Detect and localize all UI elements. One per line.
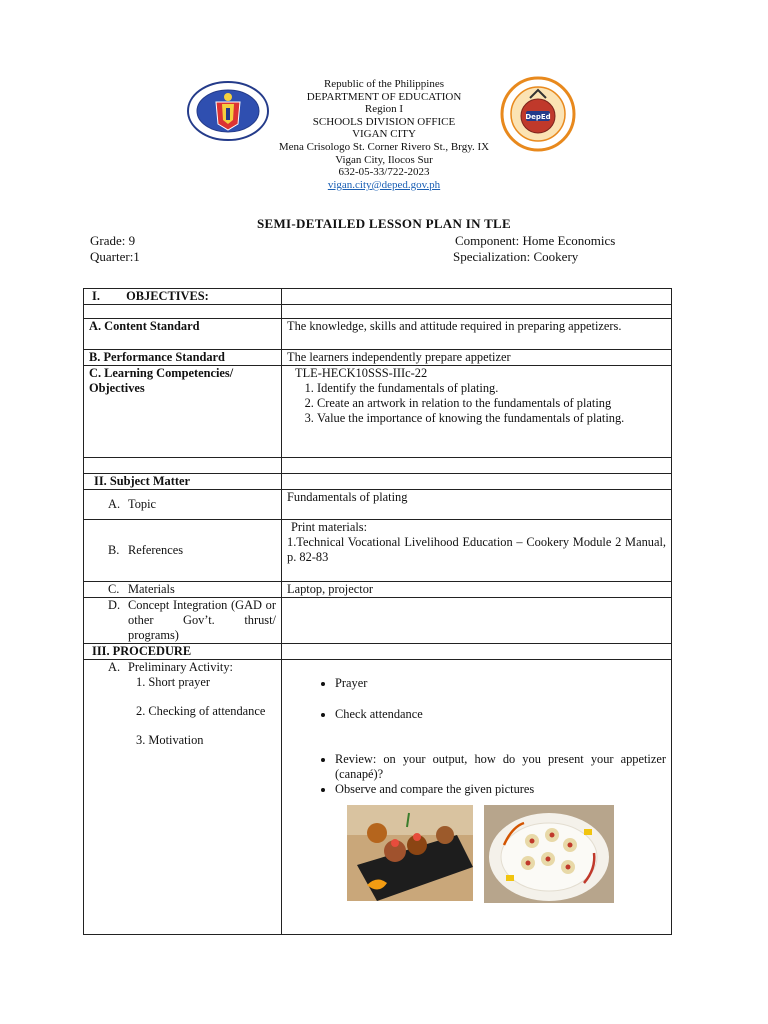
objectives-heading-number: I. (92, 289, 100, 303)
content-standard-label: A. Content Standard (84, 319, 282, 350)
concept-letter: D. (108, 598, 121, 612)
references-print-materials: Print materials: (291, 520, 368, 534)
topic-row (84, 490, 672, 520)
topic-label: Topic (128, 497, 157, 511)
header-region: Region I (364, 103, 404, 116)
objective-item: 3. Value the importance of knowing the fundamentals of plating. (317, 411, 666, 426)
objectives-heading-row (84, 289, 672, 305)
meta-specialization: Specialization: Cookery (453, 249, 579, 264)
header-address: Mena Crisologo St. Corner Rivero St., Brgy. IX (278, 140, 490, 153)
objective-item: 2. Create an artwork in relation to the fundamentals of plating (317, 396, 666, 411)
activity-bullets (287, 676, 666, 691)
procedure-heading: III. PROCEDURE (84, 644, 282, 660)
header-city: VIGAN CITY (352, 128, 416, 141)
competencies-label: C. Learning Competencies/ Objectives (84, 366, 282, 458)
performance-standard-label: B. Performance Standard (84, 350, 282, 366)
references-letter: B. (108, 543, 120, 557)
meta-component: Component: Home Economics (455, 233, 616, 248)
competency-code: TLE-HECK10SSS-IIIc-22 (295, 366, 428, 380)
spacer-row (84, 305, 672, 319)
references-label: References (128, 543, 184, 557)
prelim-letter: A. (108, 660, 121, 674)
meta-quarter: Quarter:1 (90, 249, 140, 264)
content-standard-row (84, 319, 672, 350)
meta-grade: Grade: 9 (90, 233, 136, 248)
concept-integration-row (84, 598, 672, 644)
subject-matter-heading: II. Subject Matter (84, 474, 282, 490)
topic-text: Fundamentals of plating (282, 490, 672, 520)
step-motivation: 3. Motivation (136, 733, 204, 747)
materials-label: Materials (128, 582, 175, 596)
bullet-observe: • Observe and compare the given pictures (335, 782, 666, 797)
step-short-prayer: 1. Short prayer (136, 675, 210, 689)
concept-integration-label: Concept Integration (GAD or other Gov’t. thrust/ programs) (128, 598, 276, 642)
content-standard-text: The knowledge, skills and attitude required in preparing appetizers. (282, 319, 672, 350)
procedure-heading-row (84, 644, 672, 660)
references-row (84, 520, 672, 582)
header-address-city: Vigan City, Ilocos Sur (335, 153, 433, 166)
document-title: SEMI-DETAILED LESSON PLAN IN TLE (256, 216, 512, 231)
objectives-heading: OBJECTIVES: (126, 289, 209, 303)
competencies-row (84, 366, 672, 458)
seal-deped-text: DepEd (525, 113, 551, 121)
performance-standard-text: The learners independently prepare appetizer (282, 350, 672, 366)
header-phone: 632-05-33/722-2023 (338, 166, 430, 179)
header-republic: Republic of the Philippines (323, 78, 445, 90)
bullet-prayer: • Prayer (335, 676, 666, 691)
header-email-link[interactable]: vigan.city@deped.gov.ph (327, 178, 441, 191)
spacer-row (84, 458, 672, 474)
materials-letter: C. (108, 582, 120, 596)
prelim-label: Preliminary Activity: (128, 660, 233, 674)
canape-slate-photo (347, 805, 473, 901)
canape-plate-photo (484, 805, 614, 903)
header-department: DEPARTMENT OF EDUCATION (306, 90, 462, 103)
bullet-review: • Review: on your output, how do you present your appetizer (canapé)? (335, 752, 666, 782)
materials-row (84, 582, 672, 598)
bullet-check-attendance: • Check attendance (335, 707, 666, 722)
subject-matter-heading-row (84, 474, 672, 490)
performance-standard-row (84, 350, 672, 366)
lesson-plan-table (83, 288, 672, 935)
header-division-office: SCHOOLS DIVISION OFFICE (312, 115, 456, 128)
topic-letter: A. (108, 497, 121, 511)
letterhead (0, 78, 768, 191)
references-citation: 1.Technical Vocational Livelihood Education – Cookery Module 2 Manual, p. 82-83 (287, 535, 666, 564)
materials-text: Laptop, projector (282, 582, 672, 598)
preliminary-activity-row (84, 660, 672, 935)
objective-item: 1. Identify the fundamentals of plating. (317, 381, 666, 396)
step-checking-attendance: 2. Checking of attendance (136, 704, 266, 718)
objectives-list (287, 381, 666, 426)
